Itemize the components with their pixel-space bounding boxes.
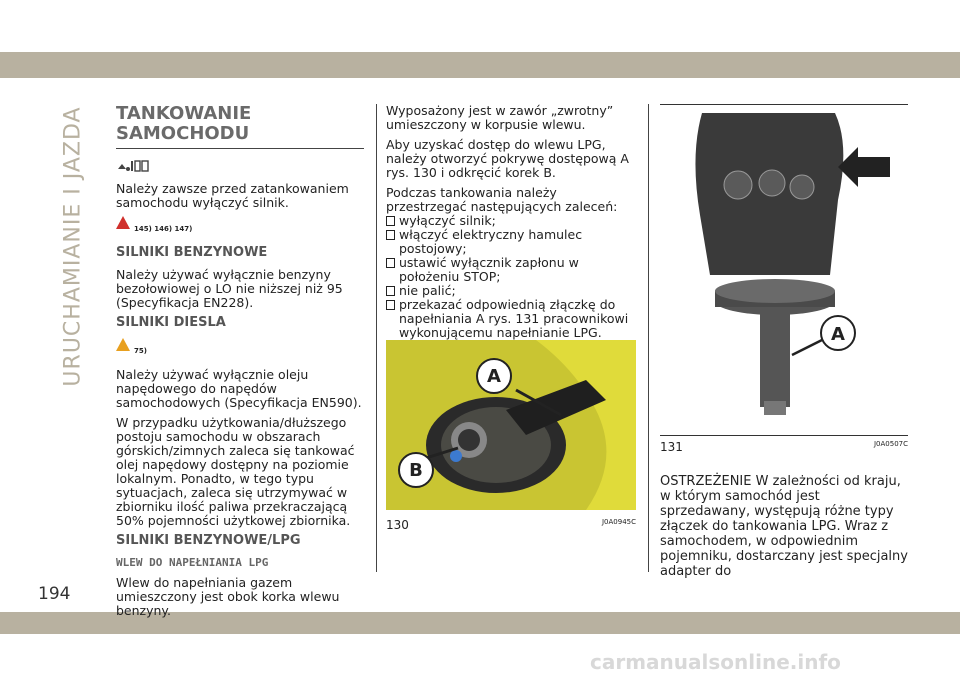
list-item: przekazać odpowiednią złączkę do napełniania A rys. 131 pracownikowi wykonującemu napełnianie LPG. bbox=[386, 298, 638, 340]
warning-ref-text: 75) bbox=[134, 347, 147, 355]
page-number: 194 bbox=[38, 584, 71, 604]
intro-paragraph: Należy zawsze przed zatankowaniem samochodu wyłączyć silnik. bbox=[116, 181, 349, 210]
warning-ref-2 bbox=[116, 338, 366, 358]
callout-label-a: A bbox=[831, 324, 845, 345]
list-item: włączyć elektryczny hamulec postojowy; bbox=[386, 228, 638, 256]
list-item: ustawić wyłącznik zapłonu w położeniu STOP; bbox=[386, 256, 638, 284]
checkbox-bullet-icon bbox=[386, 230, 395, 240]
list-item: wyłączyć silnik; bbox=[386, 214, 638, 228]
checkbox-bullet-icon bbox=[386, 300, 395, 310]
figure-number: 131 bbox=[660, 440, 683, 454]
callout-label-a: A bbox=[487, 366, 501, 387]
heading-lpg-inlet: WLEW DO NAPEŁNIANIA LPG bbox=[116, 556, 269, 569]
lpg-icon bbox=[116, 159, 150, 173]
figure-130-lpg-inlet bbox=[386, 340, 636, 510]
figure-130-caption bbox=[386, 518, 636, 532]
figure-code: J0A0945C bbox=[601, 518, 636, 526]
warning-triangle-icon bbox=[116, 216, 130, 229]
top-stripe bbox=[0, 52, 960, 78]
column-divider bbox=[376, 104, 377, 572]
column-2 bbox=[386, 104, 638, 340]
figure-number: 130 bbox=[386, 518, 409, 532]
refuel-intro: Podczas tankowania należy przestrzegać następujących zaleceń: bbox=[386, 185, 618, 214]
column-3-text bbox=[660, 474, 910, 585]
page-title: TANKOWANIE SAMOCHODU bbox=[116, 103, 252, 144]
access-paragraph: Aby uzyskać dostęp do wlewu LPG, należy otworzyć pokrywę dostępową A rys. 130 i odkręcić korek B. bbox=[386, 137, 629, 180]
lpg-adapter-illustration bbox=[660, 105, 908, 435]
heading-petrol: SILNIKI BENZYNOWE bbox=[116, 245, 268, 260]
diesel-cold-paragraph: W przypadku użytkowania/dłuższego postoju samochodu w obszarach górskich/zimnych zaleca się tankować olej napędowy dostępny na poziomie lokalnym. Ponadto, w tego typu sytuacjach, zaleca się utrzymywać w zbiorniku ilość paliwa przekraczającą 50% pojemności użytkowej zbiornika. bbox=[116, 415, 355, 528]
list-item: nie palić; bbox=[386, 284, 638, 298]
watermark: carmanualsonline.info bbox=[590, 650, 841, 674]
warning-ref-text: 145) 146) 147) bbox=[134, 225, 193, 233]
callout-label-b: B bbox=[409, 460, 423, 481]
header-band bbox=[0, 0, 960, 52]
valve-paragraph: Wyposażony jest w zawór „zwrotny” umieszczony w korpusie wlewu. bbox=[386, 103, 614, 132]
warning-ref-1 bbox=[116, 216, 366, 236]
checkbox-bullet-icon bbox=[386, 216, 395, 226]
checkbox-bullet-icon bbox=[386, 258, 395, 268]
figure-131-lpg-adapter bbox=[660, 104, 908, 436]
petrol-paragraph: Należy używać wyłącznie benzyny bezołowiowej o LO nie niższej niż 95 (Specyfikacja EN228). bbox=[116, 267, 343, 310]
caution-triangle-icon bbox=[116, 338, 130, 351]
column-divider bbox=[648, 104, 649, 572]
title-rule bbox=[116, 148, 364, 149]
lpg-inlet-paragraph: Wlew do napełniania gazem umieszczony jest obok korka wlewu benzyny. bbox=[116, 575, 340, 618]
lpg-inlet-illustration bbox=[386, 340, 636, 510]
section-side-tab-label: URUCHAMIANIE I JAZDA bbox=[60, 105, 86, 387]
checkbox-bullet-icon bbox=[386, 286, 395, 296]
warning-paragraph: OSTRZEŻENIE W zależności od kraju, w którym samochód jest sprzedawany, występują różne typy złączek do tankowania LPG. Wraz z samochodem, w odpowiednim pojemniku, dostarczany jest specjalny adapter do bbox=[660, 474, 908, 579]
figure-131-caption bbox=[660, 440, 908, 454]
heading-lpg: SILNIKI BENZYNOWE/LPG bbox=[116, 533, 301, 548]
heading-diesel: SILNIKI DIESLA bbox=[116, 315, 226, 330]
diesel-paragraph: Należy używać wyłącznie oleju napędowego do napędów samochodowych (Specyfikacja EN590). bbox=[116, 367, 362, 410]
figure-code: J0A0507C bbox=[873, 440, 908, 448]
column-1 bbox=[116, 104, 366, 624]
section-side-tab bbox=[58, 96, 88, 396]
